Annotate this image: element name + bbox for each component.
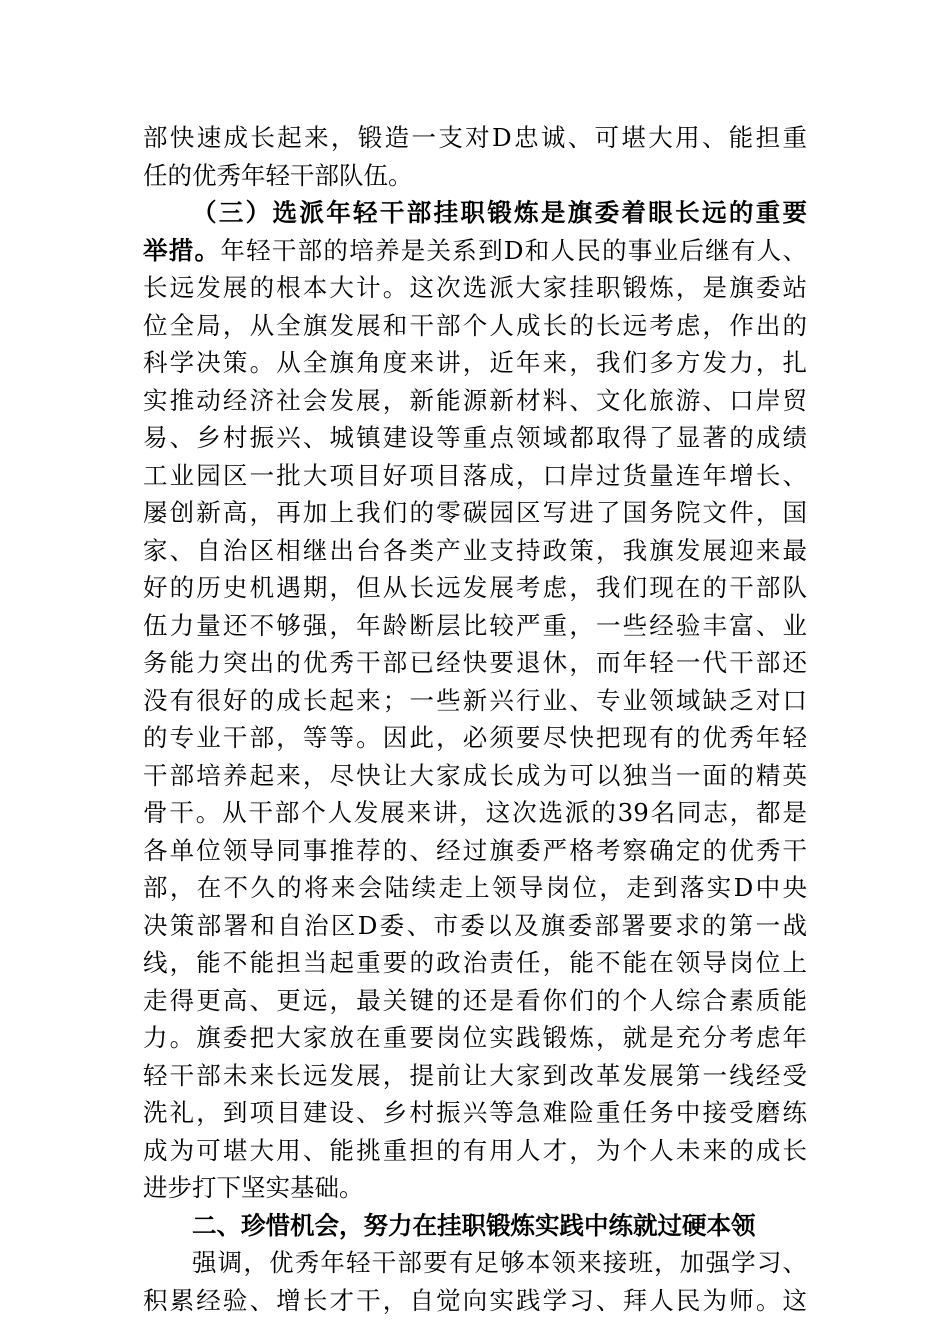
text-line: 决策部署和自治区D委、市委以及旗委部署要求的第一战 bbox=[143, 910, 807, 940]
text-line: 力。旗委把大家放在重要岗位实践锻炼，就是充分考虑年 bbox=[143, 1023, 807, 1052]
text-line: 长远发展的根本大计。这次选派大家挂职锻炼，是旗委站 bbox=[143, 273, 807, 302]
document-page bbox=[143, 119, 807, 1319]
text-line: 没有很好的成长起来；一些新兴行业、专业领域缺乏对口 bbox=[143, 685, 807, 715]
text-line: 任的优秀年轻干部队伍。 bbox=[143, 160, 413, 190]
text-line: 强调，优秀年轻干部要有足够本领来接班，加强学习、 bbox=[192, 1248, 807, 1277]
text-line: 位全局，从全旗发展和干部个人成长的长远考虑，作出的 bbox=[143, 310, 807, 340]
text-line: 屡创新高，再加上我们的零碳园区写进了国务院文件，国 bbox=[143, 498, 807, 527]
text-line bbox=[143, 232, 807, 270]
text-line: 实推动经济社会发展，新能源新材料、文化旅游、口岸贸 bbox=[143, 385, 807, 415]
paragraph-section-three bbox=[143, 194, 807, 1207]
text-line: 成为可堪大用、能挑重担的有用人才，为个人未来的成长 bbox=[143, 1135, 807, 1165]
section-heading: 二、珍惜机会，努力在挂职锻炼实践中练就过硬本领 bbox=[192, 1210, 756, 1240]
text-line: 部，在不久的将来会陆续走上领导岗位，走到落实D中央 bbox=[143, 873, 807, 902]
text-line: 易、乡村振兴、城镇建设等重点领域都取得了显著的成绩 bbox=[143, 423, 807, 452]
text-line: 线，能不能担当起重要的政治责任，能不能在领导岗位上 bbox=[143, 948, 807, 977]
text-line: 好的历史机遇期，但从长远发展考虑，我们现在的干部队 bbox=[143, 573, 807, 602]
text-line: 的专业干部，等等。因此，必须要尽快把现有的优秀年轻 bbox=[143, 723, 807, 752]
paragraph-emphasis bbox=[143, 1244, 807, 1319]
text-line: 积累经验、增长才干，自觉向实践学习、拜人民为师。这 bbox=[143, 1285, 807, 1315]
section-heading-line: （三）选派年轻干部挂职锻炼是旗委着眼长远的重要 bbox=[192, 198, 807, 227]
text-line: 骨干。从干部个人发展来讲，这次选派的39名同志，都是 bbox=[143, 798, 807, 827]
text-run: 年轻干部的培养是关系到D和人民的事业后继有人、 bbox=[220, 235, 807, 265]
text-line: 轻干部未来长远发展，提前让大家到改革发展第一线经受 bbox=[143, 1060, 807, 1090]
text-line: 走得更高、更远，最关键的还是看你们的个人综合素质能 bbox=[143, 985, 807, 1015]
text-line: 各单位领导同事推荐的、经过旗委严格考察确定的优秀干 bbox=[143, 835, 807, 865]
text-line: 干部培养起来，尽快让大家成长成为可以独当一面的精英 bbox=[143, 760, 807, 790]
text-line: 进步打下坚实基础。 bbox=[143, 1173, 364, 1202]
text-line: 洗礼，到项目建设、乡村振兴等急难险重任务中接受磨练 bbox=[143, 1098, 807, 1127]
paragraph-intro bbox=[143, 119, 807, 194]
text-line: 务能力突出的优秀干部已经快要退休，而年轻一代干部还 bbox=[143, 648, 807, 677]
text-line: 部快速成长起来，锻造一支对D忠诚、可堪大用、能担重 bbox=[143, 123, 807, 152]
text-line: 工业园区一批大项目好项目落成，口岸过货量连年增长、 bbox=[143, 460, 807, 490]
text-line: 科学决策。从全旗角度来讲，近年来，我们多方发力，扎 bbox=[143, 348, 807, 377]
section-heading-tail: 举措。 bbox=[143, 235, 221, 265]
paragraph-section-two-heading bbox=[143, 1207, 807, 1245]
text-line: 伍力量还不够强，年龄断层比较严重，一些经验丰富、业 bbox=[143, 610, 807, 640]
text-line: 家、自治区相继出台各类产业支持政策，我旗发展迎来最 bbox=[143, 535, 807, 565]
